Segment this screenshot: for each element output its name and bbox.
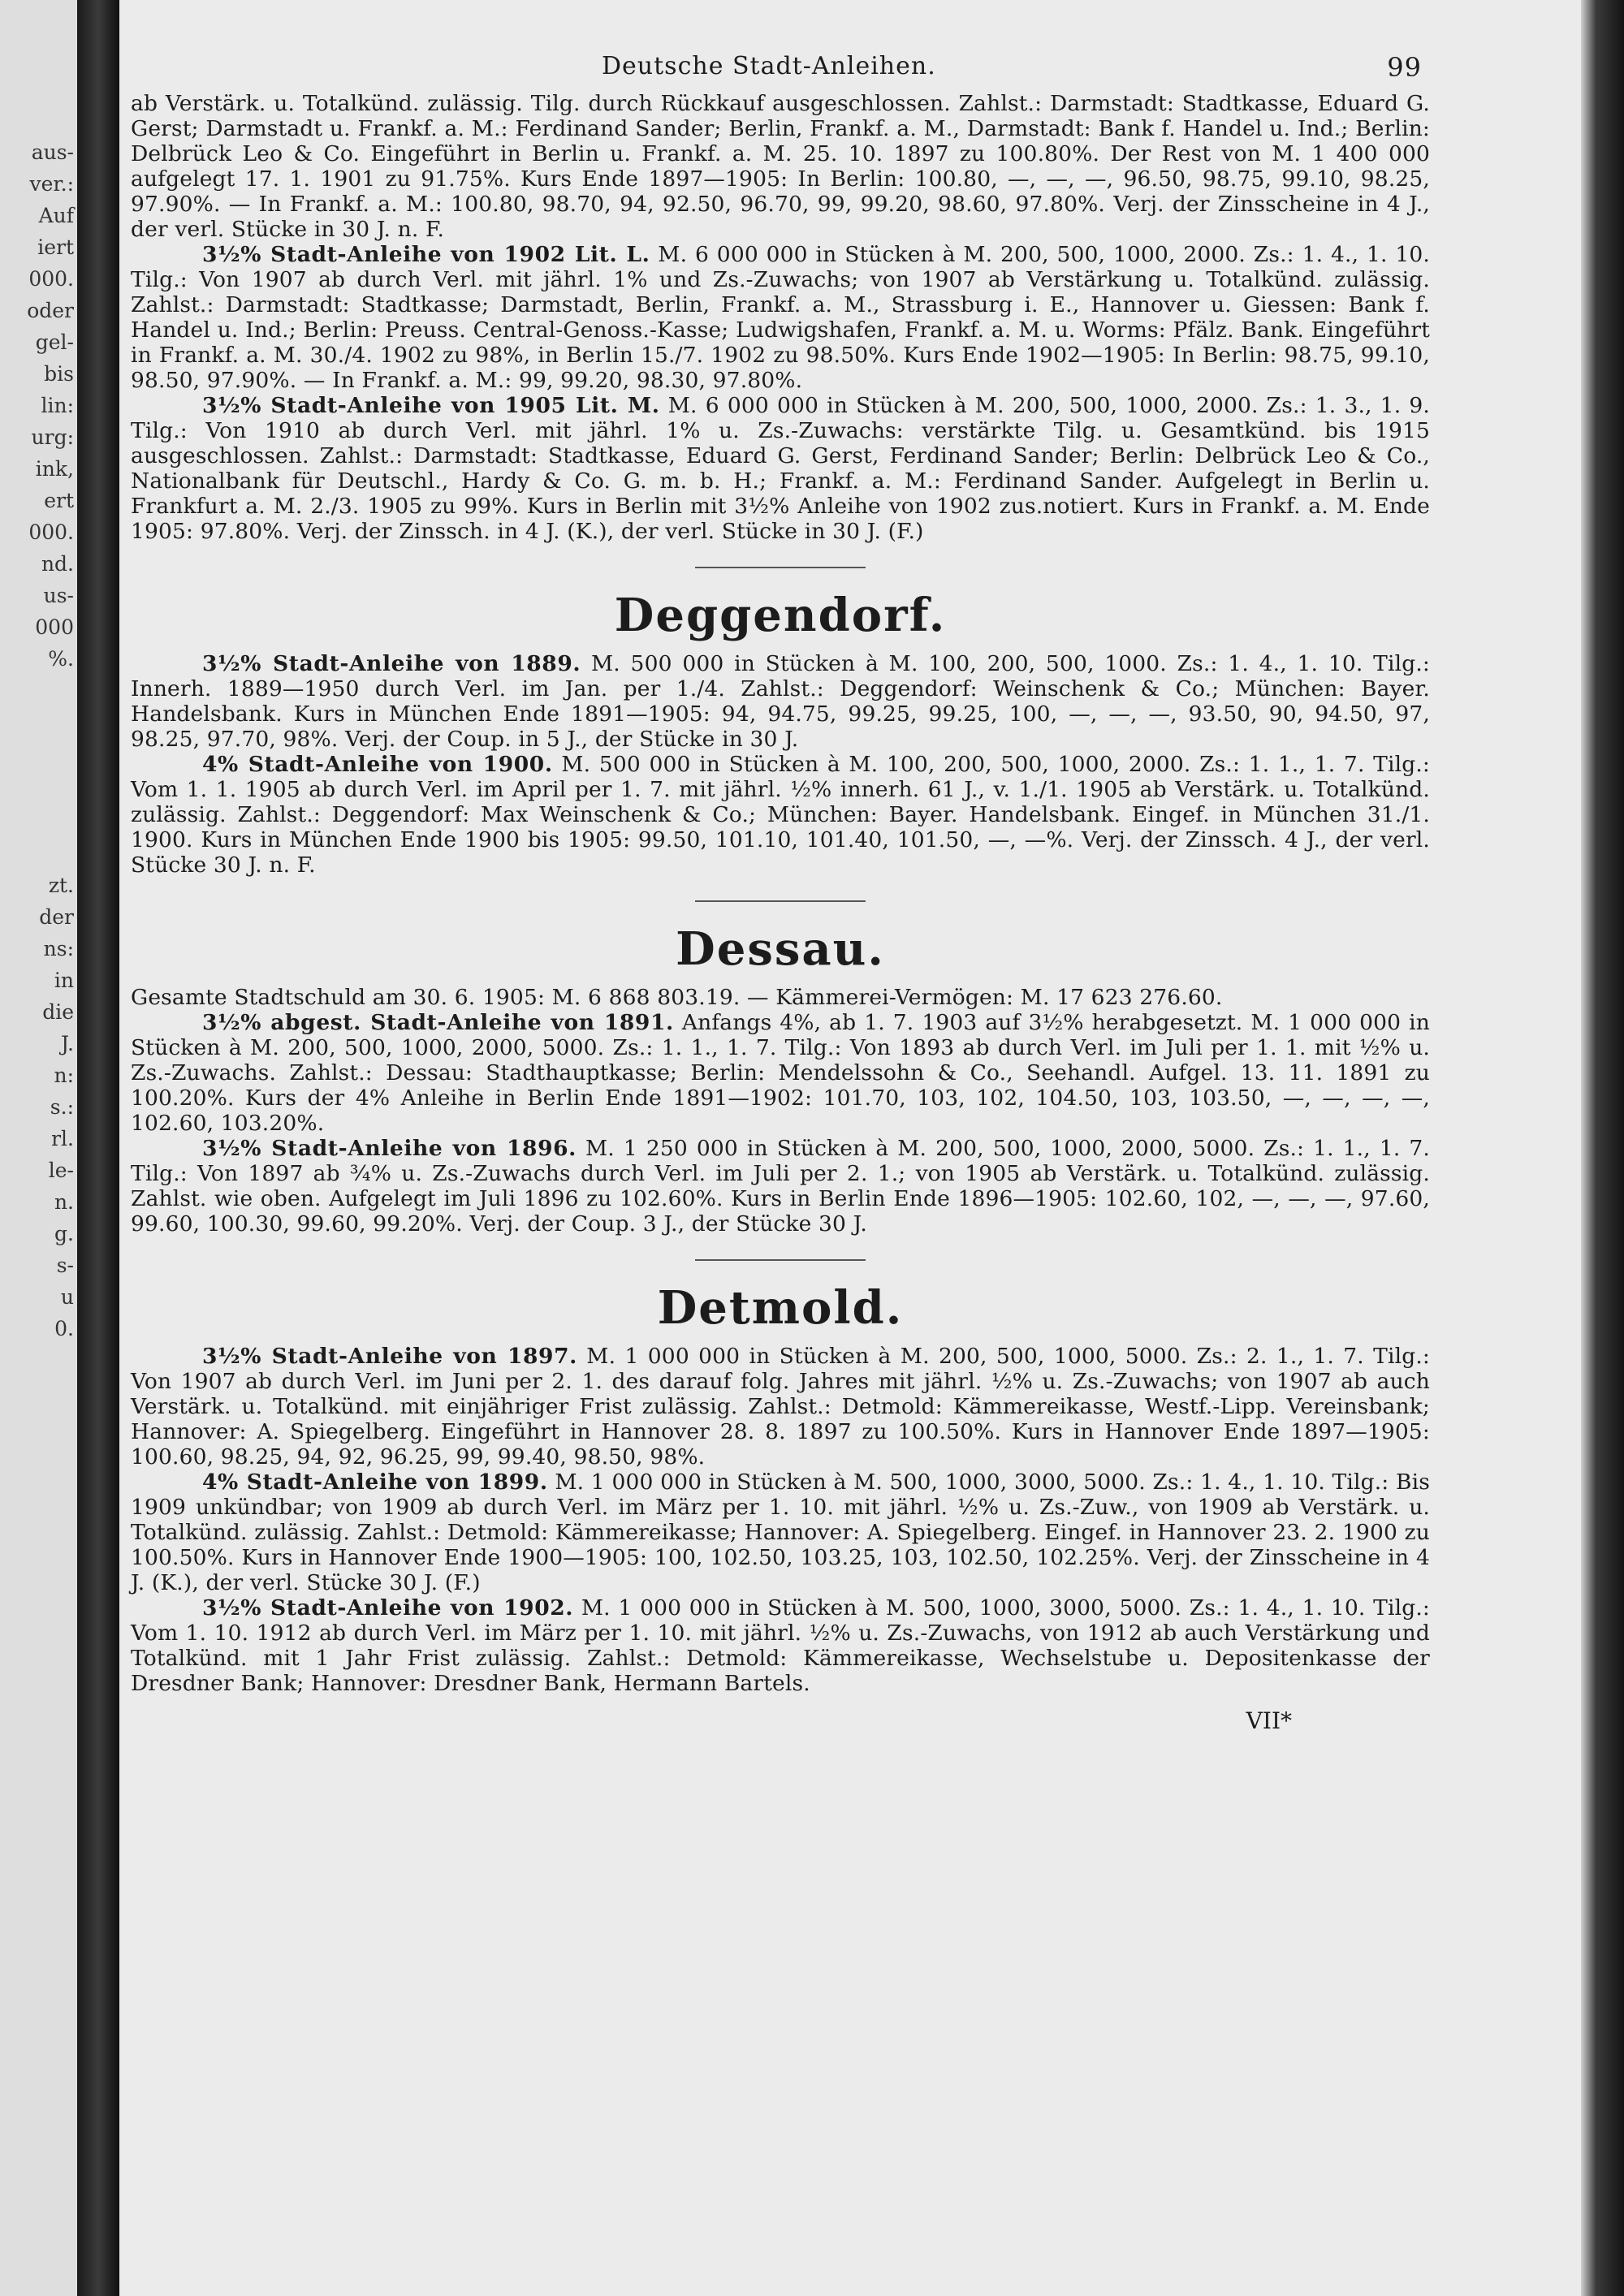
- left-fragment: aus-: [31, 140, 74, 164]
- right-page-edge: [1581, 0, 1624, 2296]
- left-fragment: ns:: [43, 937, 74, 960]
- left-fragment: rl.: [51, 1127, 74, 1150]
- left-fragment: n:: [54, 1064, 74, 1087]
- entry-text: Anfangs 4%, ab 1. 7. 1903 auf 3½% herabgesetzt. M. 1 000 000 in Stücken à M. 200, 500, 1000, 2000, 5000. Zs.: 1. 1., 1. 7. Tilg.: Von 1893 ab durch Verl. im Juli per 1. 1. mit ½% u. Zs.-Zuwachs. Zahlst.: Dessau: Stadthauptkasse; Berlin: Mendelssohn & Co., Seehandl. Aufgel. 13. 11. 1891 zu 100.20%. Kurs der 4% Anleihe in Berlin Ende 1891—1902: 101.70, 103, 102, 104.50, 103, 103.50, —, —, —, —, 102.60, 103.20%.: [131, 1010, 1430, 1136]
- left-fragment: s-: [56, 1254, 74, 1277]
- left-fragment: ink,: [35, 457, 74, 481]
- entry-text: M. 500 000 in Stücken à M. 100, 200, 500, 1000, 2000. Zs.: 1. 1., 1. 7. Tilg.: Vom 1. 1. 1905 ab durch Verl. im April per 1. 7. mit jährl. ½% innerh. 61 J., v. 1./1. 1905 ab Verstärk. u. Totalkünd. zulässig. Zahlst.: Deggendorf: Max Weinschenk & Co.; München: Bayer. Handelsbank. Eingef. in München 31./1. 1900. Kurs in München Ende 1900 bis 1905: 99.50, 101.10, 101.40, 101.50, —, —%. Verj. der Zinssch. 4 J., der verl. Stücke 30 J. n. F.: [131, 752, 1430, 878]
- detmold-entry: [131, 1470, 1430, 1595]
- detmold-entry: [131, 1344, 1430, 1470]
- entry-heading: 3½% Stadt-Anleihe von 1889.: [202, 651, 581, 676]
- left-fragment: n.: [54, 1190, 74, 1214]
- left-fragment: us-: [43, 584, 74, 607]
- left-fragment: 000.: [28, 520, 74, 544]
- left-fragment: bis: [44, 362, 74, 386]
- detmold-entry: [131, 1595, 1430, 1696]
- left-fragment: ver.:: [29, 172, 74, 196]
- entry-text: M. 1 000 000 in Stücken à M. 500, 1000, 3000, 5000. Zs.: 1. 4., 1. 10. Tilg.: Bis 1909 unkündbar; von 1909 ab durch Verl. im März per 1. 10. mit jährl. ½% u. Zs.-Zuw., von 1909 ab Verstärk. u. Totalkünd. zulässig. Zahlst.: Detmold: Kämmereikasse; Hannover: A. Spiegelberg. Eingef. in Hannover 23. 2. 1900 zu 100.50%. Kurs in Hannover Ende 1900—1905: 100, 102.50, 103.25, 103, 102.50, 102.25%. Verj. der Zinsscheine in 4 J. (K.), der verl. Stücke 30 J. (F.): [131, 1470, 1431, 1595]
- entry-heading: 3½% Stadt-Anleihe von 1897.: [202, 1344, 577, 1369]
- entry-heading: 3½% Stadt-Anleihe von 1902 Lit. L.: [202, 242, 650, 267]
- left-fragment: g.: [54, 1222, 74, 1245]
- entry-heading: 3½% Stadt-Anleihe von 1902.: [202, 1595, 574, 1621]
- page-content: [131, 49, 1430, 1734]
- darmstadt-entry: [131, 393, 1430, 544]
- city-heading-dessau: Dessau.: [676, 922, 885, 976]
- left-fragment: J.: [60, 1032, 74, 1055]
- dessau-entry: [131, 1010, 1430, 1136]
- dessau-debt-summary: Gesamte Stadtschuld am 30. 6. 1905: M. 6 868 803.19. — Kämmerei-Vermögen: M. 17 623 276.60.: [131, 985, 1223, 1010]
- book-spine: [77, 0, 119, 2296]
- left-fragment: Auf: [38, 204, 74, 227]
- left-fragment: 000.: [28, 267, 74, 291]
- left-fragment: oder: [27, 299, 74, 322]
- entry-heading: 3½% abgest. Stadt-Anleihe von 1891.: [202, 1010, 674, 1035]
- running-head-title: Deutsche Stadt-Anleihen.: [602, 52, 936, 80]
- running-head: [131, 49, 1430, 91]
- deggendorf-entry: [131, 752, 1430, 878]
- darmstadt-entry: [131, 242, 1430, 393]
- left-fragment: nd.: [41, 552, 74, 576]
- section-separator: [695, 1259, 866, 1261]
- section-separator: [695, 567, 866, 568]
- left-fragment: gel-: [35, 330, 74, 354]
- left-fragment: der: [39, 905, 74, 929]
- city-heading-detmold: Detmold.: [657, 1281, 904, 1335]
- section-separator: [695, 900, 866, 902]
- entry-text: M. 1 250 000 in Stücken à M. 200, 500, 1000, 2000, 5000. Zs.: 1. 1., 1. 7. Tilg.: Von 1897 ab ¾% u. Zs.-Zuwachs durch Verl. im Juli per 2. 1.; von 1905 ab Verstärk. u. Totalkünd. zulässig. Zahlst. wie oben. Aufgelegt im Juli 1896 zu 102.60%. Kurs in Berlin Ende 1896—1905: 102.60, 102, —, —, —, 97.60, 99.60, 100.30, 99.60, 99.20%. Verj. der Coup. 3 J., der Stücke 30 J.: [131, 1136, 1430, 1236]
- left-fragment: le-: [48, 1159, 74, 1182]
- left-fragment: urg:: [31, 425, 74, 449]
- left-fragment: u: [60, 1285, 74, 1309]
- city-heading-deggendorf: Deggendorf.: [614, 589, 947, 642]
- entry-heading: 3½% Stadt-Anleihe von 1896.: [202, 1136, 577, 1161]
- left-fragment: iert: [37, 235, 74, 259]
- left-page-edge: [0, 0, 77, 2296]
- left-fragment: %.: [48, 647, 74, 671]
- left-fragment: in: [54, 969, 74, 992]
- entry-heading: 3½% Stadt-Anleihe von 1905 Lit. M.: [202, 393, 660, 418]
- left-page-fragments-bottom: [0, 675, 77, 1344]
- page-number: 99: [1387, 52, 1422, 83]
- intro-paragraph: ab Verstärk. u. Totalkünd. zulässig. Tilg. durch Rückkauf ausgeschlossen. Zahlst.: Darmstadt: Stadtkasse, Eduard G. Gerst; Darmstadt u. Frankf. a. M.: Ferdinand Sander; Berlin, Frankf. a. M., Darmstadt: Bank f. Handel u. Ind.; Berlin: Delbrück Leo & Co. Eingeführt in Berlin u. Frankf. a. M. 25. 10. 1897 zu 100.80%. Der Rest von M. 1 400 000 aufgelegt 17. 1. 1901 zu 91.75%. Kurs Ende 1897—1905: In Berlin: 100.80, —, —, —, 96.50, 98.75, 99.10, 98.25, 97.90%. — In Frankf. a. M.: 100.80, 98.70, 94, 92.50, 96.70, 99, 99.20, 98.60, 97.80%. Verj. der Zinsscheine in 4 J., der verl. Stücke in 30 J. n. F.: [131, 91, 1430, 242]
- left-fragment: lin:: [41, 394, 74, 417]
- left-page-fragments-top: [0, 0, 77, 675]
- entry-text: M. 1 000 000 in Stücken à M. 500, 1000, 3000, 5000. Zs.: 1. 4., 1. 10. Tilg.: Vom 1. 10. 1912 ab durch Verl. im März per 1. 10. mit jährl. ½% u. Zs.-Zuwachs, von 1912 ab auch Verstärkung und Totalkünd. mit 1 Jahr Frist zulässig. Zahlst.: Detmold: Kämmereikasse, Wechselstube u. Depositenkasse der Dresdner Bank; Hannover: Dresdner Bank, Hermann Bartels.: [131, 1595, 1430, 1696]
- left-fragment: 000: [35, 615, 74, 639]
- left-fragment: s.:: [50, 1095, 74, 1119]
- signature-mark: VII*: [1246, 1707, 1292, 1734]
- entry-heading: 4% Stadt-Anleihe von 1900.: [202, 752, 553, 777]
- dessau-entry: [131, 1136, 1430, 1236]
- entry-text: M. 6 000 000 in Stücken à M. 200, 500, 1000, 2000. Zs.: 1. 3., 1. 9. Tilg.: Von 1910 ab durch Verl. mit jährl. 1% u. Zs.-Zuwachs: verstärkte Tilg. u. Gesamtkünd. bis 1915 ausgeschlossen. Zahlst.: Darmstadt: Stadtkasse, Eduard G. Gerst, Ferdinand Sander; Berlin: Delbrück Leo & Co., Nationalbank für Deutschl., Hardy & Co. G. m. b. H.; Frankf. a. M.: Ferdinand Sander. Aufgelegt in Berlin u. Frankfurt a. M. 2./3. 1905 zu 99%. Kurs in Berlin mit 3½% Anleihe von 1902 zus.notiert. Kurs in Frankf. a. M. Ende 1905: 97.80%. Verj. der Zinssch. in 4 J. (K.), der verl. Stücke in 30 J. (F.): [131, 393, 1431, 544]
- left-fragment: ert: [44, 489, 74, 512]
- left-fragment: zt.: [48, 874, 74, 897]
- left-fragment: 0.: [54, 1317, 74, 1340]
- entry-heading: 4% Stadt-Anleihe von 1899.: [202, 1470, 548, 1495]
- book-page: [119, 0, 1581, 2296]
- deggendorf-entry: [131, 651, 1430, 752]
- entry-text: M. 1 000 000 in Stücken à M. 200, 500, 1000, 5000. Zs.: 2. 1., 1. 7. Tilg.: Von 1907 ab durch Verl. im Juni per 2. 1. des darauf folg. Jahres mit jährl. ½% u. Zs.-Zuwachs; von 1907 ab auch Verstärk. u. Totalkünd. mit einjähriger Frist zulässig. Zahlst.: Detmold: Kämmereikasse, Westf.-Lipp. Vereinsbank; Hannover: A. Spiegelberg. Eingeführt in Hannover 28. 8. 1897 zu 100.50%. Kurs in Hannover Ende 1897—1905: 100.60, 98.25, 94, 92, 96.25, 99, 99.40, 98.50, 98%.: [131, 1344, 1430, 1470]
- left-fragment: die: [42, 1000, 74, 1024]
- entry-text: M. 6 000 000 in Stücken à M. 200, 500, 1000, 2000. Zs.: 1. 4., 1. 10. Tilg.: Von 1907 ab durch Verl. mit jährl. 1% und Zs.-Zuwachs; von 1907 ab Verstärkung u. Totalkünd. zulässig. Zahlst.: Darmstadt: Stadtkasse; Darmstadt, Berlin, Frankf. a. M., Strassburg i. E., Hannover u. Giessen: Bank f. Handel u. Ind.; Berlin: Preuss. Central-Genoss.-Kasse; Ludwigshafen, Frankf. a. M. u. Worms: Pfälz. Bank. Eingeführt in Frankf. a. M. 30./4. 1902 zu 98%, in Berlin 15./7. 1902 zu 98.50%. Kurs Ende 1902—1905: In Berlin: 98.75, 99.10, 98.50, 97.90%. — In Frankf. a. M.: 99, 99.20, 98.30, 97.80%.: [131, 242, 1430, 393]
- entry-text: M. 500 000 in Stücken à M. 100, 200, 500, 1000. Zs.: 1. 4., 1. 10. Tilg.: Innerh. 1889—1950 durch Verl. im Jan. per 1./4. Zahlst.: Deggendorf: Weinschenk & Co.; München: Bayer. Handelsbank. Kurs in München Ende 1891—1905: 94, 94.75, 99.25, 99.25, 100, —, —, —, 93.50, 90, 94.50, 97, 98.25, 97.70, 98%. Verj. der Coup. in 5 J., der Stücke in 30 J.: [131, 651, 1431, 752]
